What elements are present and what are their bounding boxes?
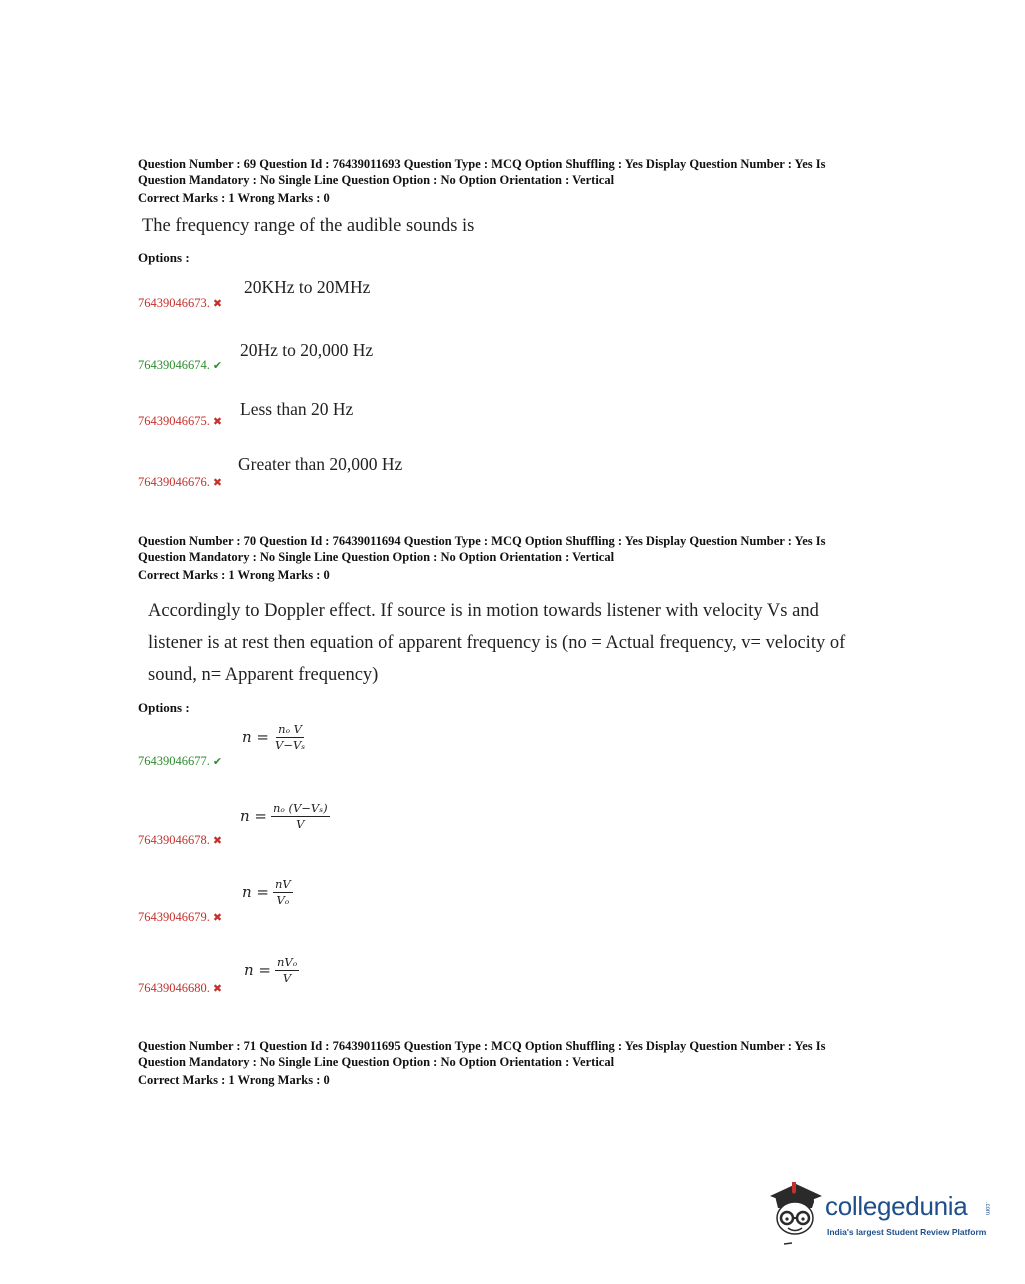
q71-meta-line3: Correct Marks : 1 Wrong Marks : 0	[138, 1073, 330, 1087]
q69-option-2-text: 20Hz to 20,000 Hz	[240, 340, 374, 360]
q70-option-2-id: 76439046678. ✖	[138, 833, 223, 847]
cross-icon: ✖	[212, 835, 223, 847]
cross-icon: ✖	[212, 416, 223, 428]
cross-icon: ✖	[212, 912, 223, 924]
check-icon: ✔	[212, 360, 223, 372]
q69-option-4-text: Greater than 20,000 Hz	[238, 454, 403, 474]
q69-meta-line1: Question Number : 69 Question Id : 76439011693 Question Type : MCQ Option Shuffling : Yes Display Question Number : Yes Is	[138, 157, 826, 171]
q69-option-3-text: Less than 20 Hz	[240, 399, 354, 419]
collegedunia-mascot-icon	[766, 1178, 826, 1248]
brand-com: .com	[984, 1202, 990, 1216]
q69-option-1-id: 76439046673. ✖	[138, 296, 223, 310]
q69-meta-line3: Correct Marks : 1 Wrong Marks : 0	[138, 191, 330, 205]
cross-icon: ✖	[212, 983, 223, 995]
q70-options-label: Options :	[138, 700, 190, 715]
brand-name: collegedunia	[825, 1191, 968, 1221]
q69-meta-line2: Question Mandatory : No Single Line Question Option : No Option Orientation : Vertical	[138, 173, 615, 187]
q70-question-line1: Accordingly to Doppler effect. If source is in motion towards listener with velocity Vs and	[148, 601, 819, 621]
q70-option-1-formula: n = $\frac{\text{nₒ V}}{\text{V−Vₛ}}$	[242, 722, 306, 752]
q70-option-4-formula: n = $\frac{\text{nVₒ}}{V}$	[244, 955, 298, 985]
q70-meta-line1: Question Number : 70 Question Id : 76439011694 Question Type : MCQ Option Shuffling : Yes Display Question Number : Yes Is	[138, 534, 826, 548]
q69-option-1-text: 20KHz to 20MHz	[244, 277, 371, 297]
q71-meta-line2: Question Mandatory : No Single Line Question Option : No Option Orientation : Vertical	[138, 1055, 615, 1069]
q70-meta-line2: Question Mandatory : No Single Line Question Option : No Option Orientation : Vertical	[138, 550, 615, 564]
brand-tagline: India's largest Student Review Platform	[827, 1227, 987, 1237]
q70-option-3-formula: n = $\frac{nV}{\text{Vₒ}}$	[242, 877, 291, 907]
q69-option-4-id: 76439046676. ✖	[138, 475, 223, 489]
q70-meta-line3: Correct Marks : 1 Wrong Marks : 0	[138, 568, 330, 582]
cross-icon: ✖	[212, 477, 223, 489]
q70-option-1-id: 76439046677. ✔	[138, 754, 223, 768]
q69-question-text: The frequency range of the audible sounds is	[142, 216, 475, 236]
q70-question-line2: listener is at rest then equation of apparent frequency is (no = Actual frequency, v= velocity of	[148, 633, 846, 653]
q69-option-3-id: 76439046675. ✖	[138, 414, 223, 428]
q70-option-2-formula: n = $\frac{\text{nₒ (V−Vₛ)}}{V}$	[240, 801, 328, 831]
q70-option-4-id: 76439046680. ✖	[138, 981, 223, 995]
check-icon: ✔	[212, 756, 223, 768]
q69-options-label: Options :	[138, 250, 190, 265]
q69-option-2-id: 76439046674. ✔	[138, 358, 223, 372]
q71-meta-line1: Question Number : 71 Question Id : 76439011695 Question Type : MCQ Option Shuffling : Yes Display Question Number : Yes Is	[138, 1039, 826, 1053]
q70-option-3-id: 76439046679. ✖	[138, 910, 223, 924]
cross-icon: ✖	[212, 298, 223, 310]
q70-question-line3: sound, n= Apparent frequency)	[148, 665, 379, 685]
